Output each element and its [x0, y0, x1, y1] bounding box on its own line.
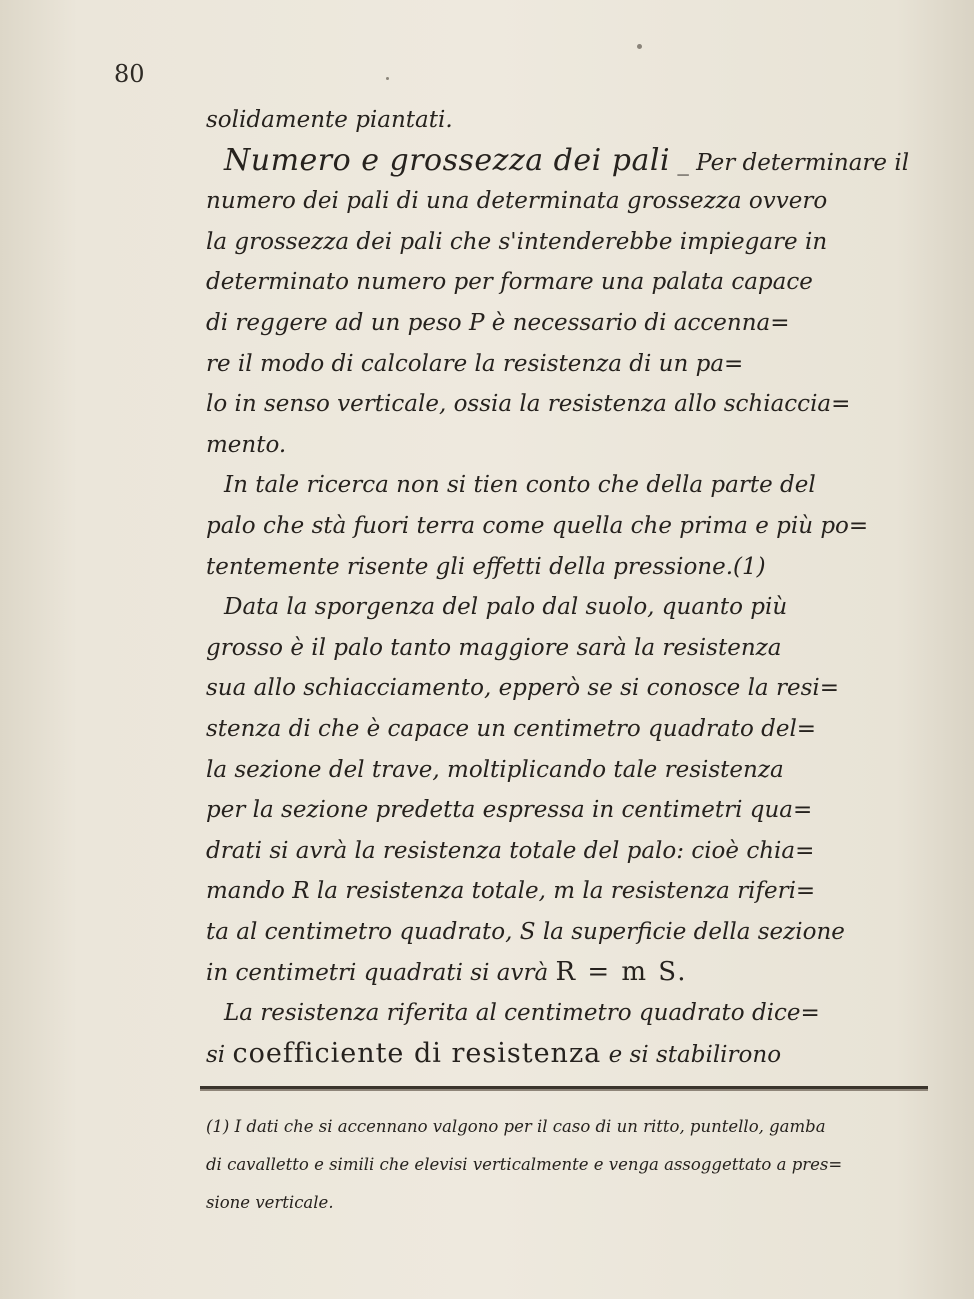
text-line: drati si avrà la resistenza totale del palo: cioè chia= [206, 837, 815, 864]
footnote [206, 1108, 936, 1222]
page-number: 80 [114, 60, 145, 88]
text-line: di reggere ad un peso P è necessario di accenna= [206, 309, 790, 336]
text-line: Data la sporgenza del palo dal suolo, quanto più [224, 594, 788, 621]
text-line: La resistenza riferita al centimetro quadrato dice= [224, 1000, 820, 1027]
text-fragment: e si stabilirono [601, 1041, 782, 1068]
formula: R = m S. [555, 957, 688, 988]
text-line: la grossezza dei pali che s'intenderebbe impiegare in [206, 228, 828, 255]
text-line: lo in senso verticale, ossia la resistenza allo schiaccia= [206, 391, 851, 418]
text-line [206, 1034, 936, 1075]
text-line: re il modo di calcolare la resistenza di un pa= [206, 350, 744, 377]
text-line: mando R la resistenza totale, m la resistenza riferi= [206, 878, 816, 905]
text-line: solidamente piantati. [206, 107, 453, 133]
text-line: palo che stà fuori terra come quella che prima e più po= [206, 512, 869, 539]
text-line: mento. [206, 431, 287, 458]
ink-spot [386, 77, 389, 80]
text-fragment: in centimetri quadrati si avrà [206, 960, 556, 987]
text-line: per la sezione predetta espressa in centimetri qua= [206, 797, 813, 824]
section-heading: Numero e grossezza dei pali [224, 142, 671, 178]
text-line: determinato numero per formare una palata capace [206, 269, 813, 296]
text-line: la sezione del trave, moltiplicando tale resistenza [206, 756, 784, 783]
text-line: In tale ricerca non si tien conto che della parte del [224, 472, 816, 499]
text-line [206, 952, 936, 993]
text-fragment: si [206, 1041, 233, 1068]
text-fragment: _ Per determinare il [670, 149, 910, 176]
text-line [206, 141, 936, 182]
ink-spot [637, 44, 642, 49]
footnote-line: sione verticale. [206, 1193, 334, 1212]
body-text [206, 100, 936, 1074]
text-line: sua allo schiacciamento, epperò se si conosce la resi= [206, 675, 839, 702]
footnote-line: (1) I dati che si accennano valgono per il caso di un ritto, puntello, gamba [206, 1117, 826, 1136]
highlighted-term: coefficiente di resistenza [232, 1037, 602, 1069]
text-line: stenza di che è capace un centimetro quadrato del= [206, 715, 817, 742]
footnote-line: di cavalletto e simili che elevisi verticalmente e venga assoggettato a pres= [206, 1155, 843, 1174]
text-line: ta al centimetro quadrato, S la superficie della sezione [206, 918, 845, 945]
text-line: numero dei pali di una determinata grossezza ovvero [206, 188, 828, 215]
text-line: grosso è il palo tanto maggiore sarà la resistenza [206, 634, 782, 661]
text-line: tentemente risente gli effetti della pressione.(1) [206, 553, 766, 580]
footnote-divider [200, 1086, 928, 1089]
